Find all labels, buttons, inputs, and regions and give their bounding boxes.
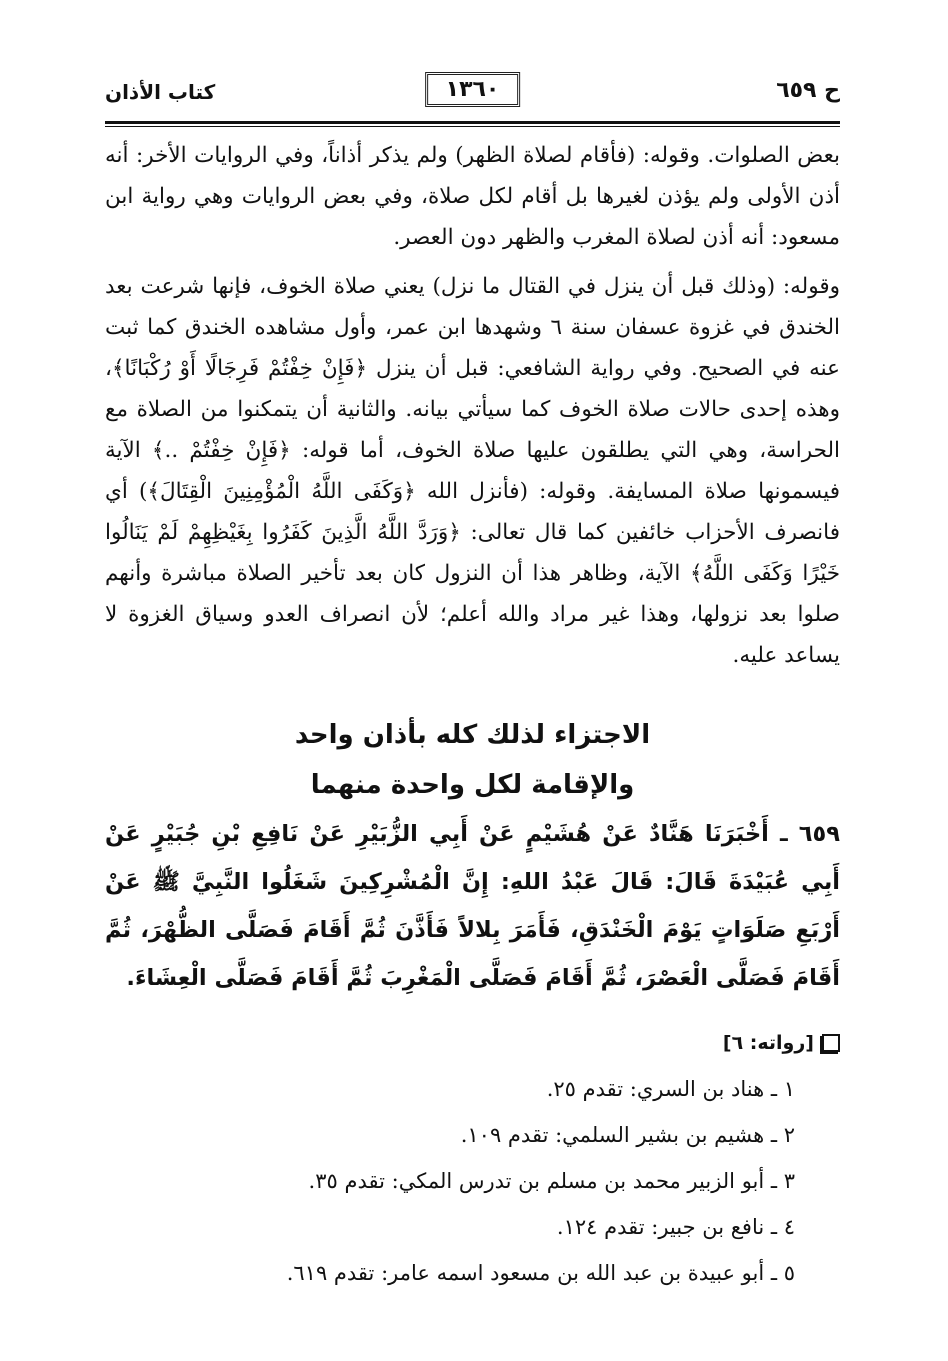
- header-rule-thin: [105, 126, 840, 127]
- narrators-list: [105, 1066, 840, 1296]
- hadith-text: ٦٥٩ ـ أَخْبَرَنَا هَنَّادٌ عَنْ هُشَيْمٍ عَنْ أَبِي الزُّبَيْرِ عَنْ نَافِعِ بْنِ جُبَيْرٍ عَنْ أَبِي عُبَيْدَةَ قَالَ: قَالَ عَبْدُ اللهِ: إِنَّ الْمُشْرِكِينَ شَغَلُوا النَّبِيَّ ﷺ عَنْ أَرْبَعِ صَلَوَاتٍ يَوْمَ الْخَنْدَقِ، فَأَمَرَ بِلالاً فَأَذَّنَ ثُمَّ أَقَامَ فَصَلَّى الظُّهْرَ، ثُمَّ أَقَامَ فَصَلَّى الْعَصْرَ، ثُمَّ أَقَامَ فَصَلَّى الْمَغْرِبَ ثُمَّ أَقَامَ فَصَلَّى الْعِشَاءَ.: [105, 821, 840, 991]
- header-rule: [105, 121, 840, 124]
- narrators-title: [105, 1020, 840, 1066]
- list-item: ٤ ـ نافع بن جبير: تقدم ١٢٤.: [556, 1215, 795, 1239]
- page-number: ١٣٦٠: [425, 72, 521, 107]
- list-item: ٢ ـ هشيم بن بشير السلمي: تقدم ١٠٩.: [460, 1123, 795, 1147]
- hadith-range: ح ٦٥٩: [776, 78, 840, 103]
- section-heading-line-1: الاجتزاء لذلك كله بأذان واحد: [294, 720, 651, 750]
- paragraph-2: وقوله: (وذلك قبل أن ينزل في القتال ما نزل) يعني صلاة الخوف، فإنها شرعت بعد الخندق في غزوة عسفان سنة ٦ وشهدها ابن عمر، وأول مشاهده الخندق كما ثبت عنه في الصحيح. وفي رواية الشافعي: قبل أن ينزل ﴿فَإِنْ خِفْتُمْ فَرِجَالًا أَوْ رُكْبَانًا﴾، وهذه إحدى حالات صلاة الخوف كما سيأتي بيانه. والثانية أن يتمكنوا من الصلاة مع الحراسة، وهي التي يطلقون عليها صلاة الخوف، أما قوله: ﴿فَإِنْ خِفْتُمْ ..﴾ الآية فيسمونها صلاة المسايفة. وقوله: (فأنزل الله ﴿وَكَفَى اللَّهُ الْمُؤْمِنِينَ الْقِتَالَ﴾) أي فانصرف الأحزاب خائفين كما قال تعالى: ﴿وَرَدَّ اللَّهُ الَّذِينَ كَفَرُوا بِغَيْظِهِمْ لَمْ يَنَالُوا خَيْرًا وَكَفَى اللَّهُ﴾ الآية، وظاهر هذا أن النزول كان بعد تأخير الصلاة مباشرة وأنهم صلوا بعد نزولها، وهذا غير مراد والله أعلم؛ لأن انصراف العدو وسياق الغزوة لا يساعد عليه.: [105, 274, 840, 668]
- section-heading: [105, 710, 840, 810]
- list-item: ٥ ـ أبو عبيدة بن عبد الله بن مسعود اسمه عامر: تقدم ٦١٩.: [286, 1261, 795, 1285]
- list-item: ١ ـ هناد بن السري: تقدم ٢٥.: [546, 1077, 795, 1101]
- narrators-title-text: [رواته: ٦]: [722, 1032, 814, 1054]
- section-heading-line-2: والإقامة لكل واحدة منهما: [310, 770, 635, 800]
- book-title: كتاب الأذان: [105, 80, 216, 104]
- checkbox-square-icon: [822, 1034, 840, 1052]
- narrators-section: [105, 1020, 840, 1296]
- commentary-text: [105, 135, 840, 676]
- paragraph-1: بعض الصلوات. وقوله: (فأقام لصلاة الظهر) ولم يذكر أذاناً، وفي الروايات الأخر: أنه أذن الأولى ولم يؤذن لغيرها بل أقام لكل صلاة، وفي بعض الروايات وهي رواية ابن مسعود: أنه أذن لصلاة المغرب والظهر دون العصر.: [105, 143, 840, 250]
- list-item: ٣ ـ أبو الزبير محمد بن مسلم بن تدرس المكي: تقدم ٣٥.: [308, 1169, 795, 1193]
- page-header: [105, 72, 840, 120]
